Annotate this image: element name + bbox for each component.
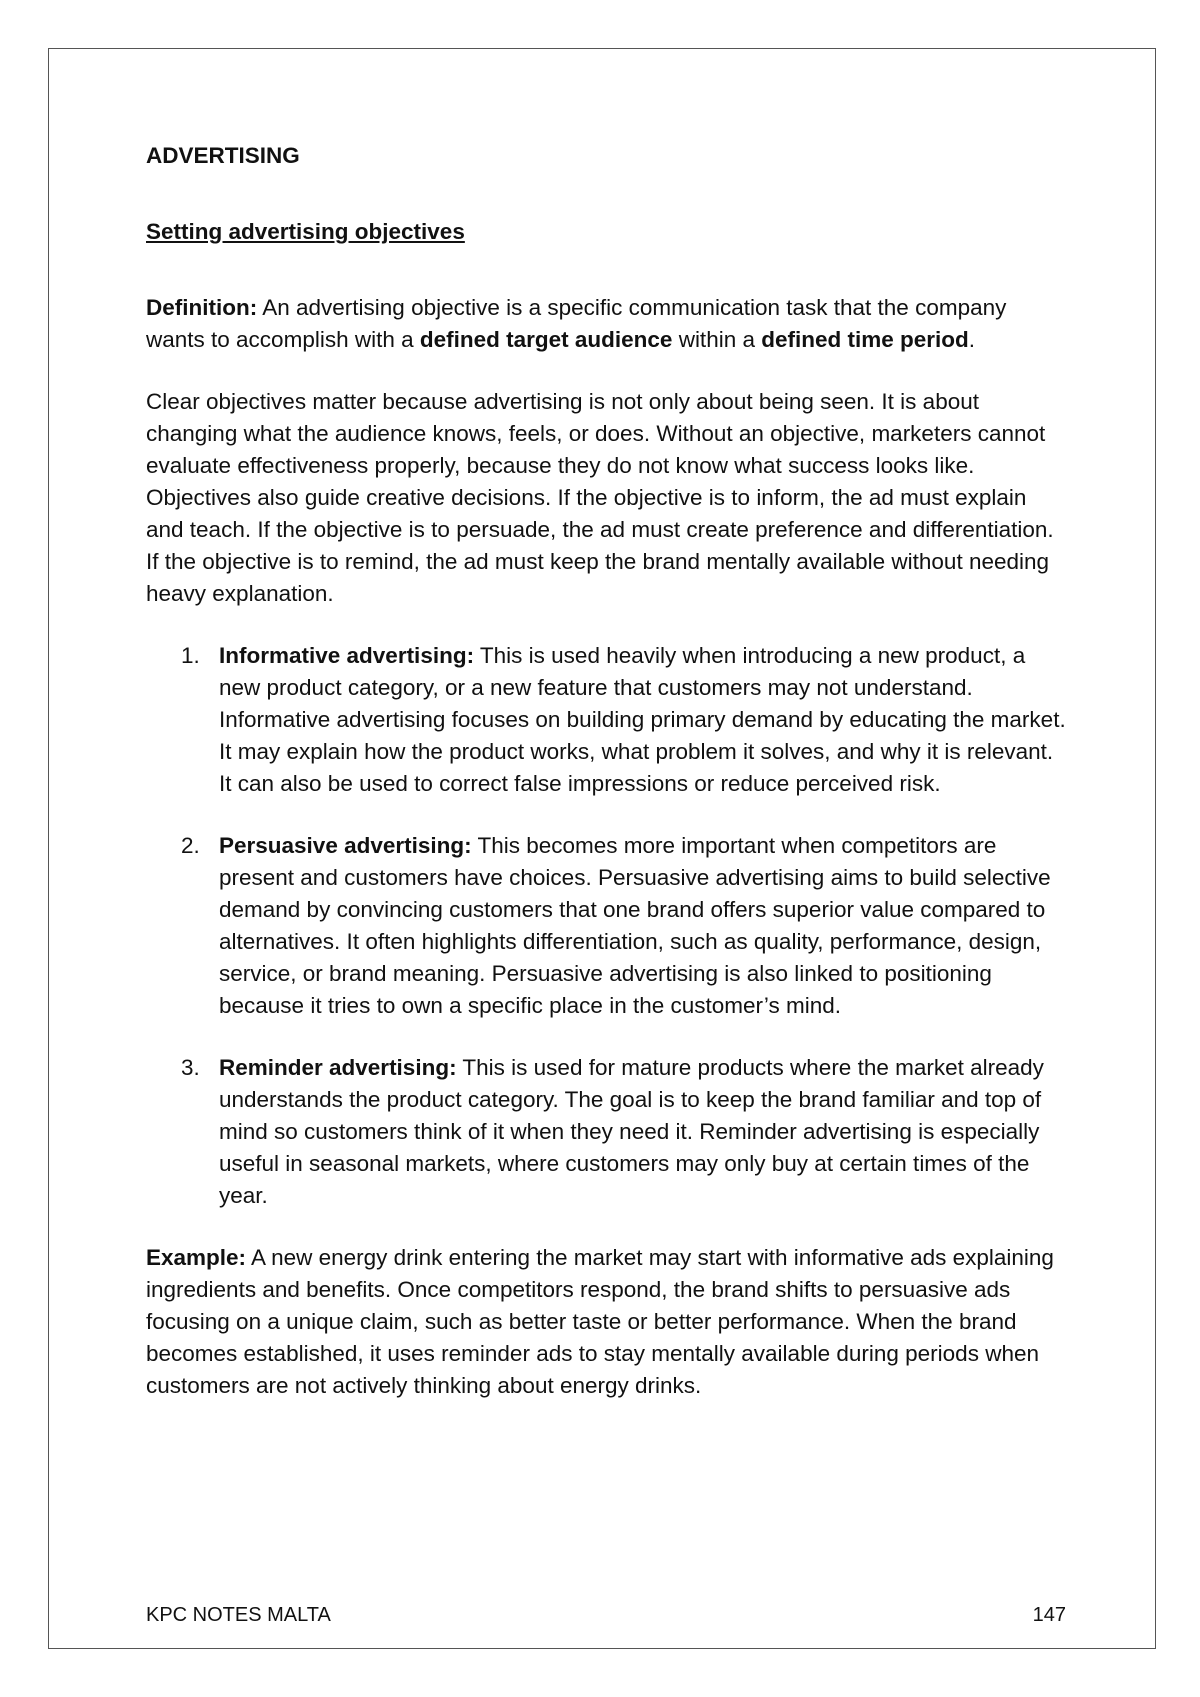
page-number: 147 [1032,1604,1066,1626]
list-number: 3. [181,1055,200,1080]
objectives-list [146,640,1066,1212]
list-item-text: This is used for mature products where the market already understands the product category. The goal is to keep the brand familiar and top of mind so customers think of it when they need it. Reminder advertising is especially useful in seasonal markets, where customers may only buy at certain times of the year. [219,1055,1044,1208]
list-item-label: Informative advertising: [219,643,475,668]
list-item-text: This is used heavily when introducing a new product, a new product category, or a new feature that customers may not understand. Informative advertising focuses on building primary demand by educating the market. It may explain how the product works, what problem it solves, and why it is relevant. It can also be used to correct false impressions or reduce perceived risk. [219,643,1066,796]
definition-text-1: An advertising objective is a specific communication task that the company wants to accomplish with a [146,295,1007,352]
example-label: Example: [146,1245,247,1270]
example-paragraph [146,1242,1066,1402]
list-item-label: Persuasive advertising: [219,833,472,858]
definition-label: Definition: [146,295,258,320]
list-item [146,830,1066,1022]
section-heading: ADVERTISING [146,143,300,168]
intro-paragraph: Clear objectives matter because advertising is not only about being seen. It is about changing what the audience knows, feels, or does. Without an objective, marketers cannot evaluate effectiveness properly, because they do not know what success looks like. Objectives also guide creative decisions. If the objective is to inform, the ad must explain and teach. If the objective is to persuade, the ad must create preference and differentiation. If the objective is to remind, the ad must keep the brand mentally available without needing heavy explanation. [146,389,1054,606]
definition-paragraph [146,292,1066,356]
footer-publisher: KPC NOTES MALTA [146,1604,331,1626]
list-item-text: This becomes more important when competitors are present and customers have choices. Persuasive advertising aims to build selective demand by convincing customers that one brand offers superior value compared to alternatives. It often highlights differentiation, such as quality, performance, design, service, or brand meaning. Persuasive advertising is also linked to positioning because it tries to own a specific place in the customer’s mind. [219,833,1051,1018]
list-item-label: Reminder advertising: [219,1055,457,1080]
definition-text-2: within a [672,327,762,352]
definition-text-3: . [968,327,976,352]
list-number: 1. [181,643,200,668]
list-item [146,640,1066,800]
example-text: A new energy drink entering the market may start with informative ads explaining ingredients and benefits. Once competitors respond, the brand shifts to persuasive ads focusing on a unique claim, such as better taste or better performance. When the brand becomes established, it uses reminder ads to stay mentally available during periods when customers are not actively thinking about energy drinks. [146,1245,1054,1398]
definition-bold-1: defined target audience [419,327,673,352]
document-body [146,140,1066,1432]
list-number: 2. [181,833,200,858]
definition-bold-2: defined time period [761,327,969,352]
list-item [146,1052,1066,1212]
subsection-heading: Setting advertising objectives [146,219,465,244]
